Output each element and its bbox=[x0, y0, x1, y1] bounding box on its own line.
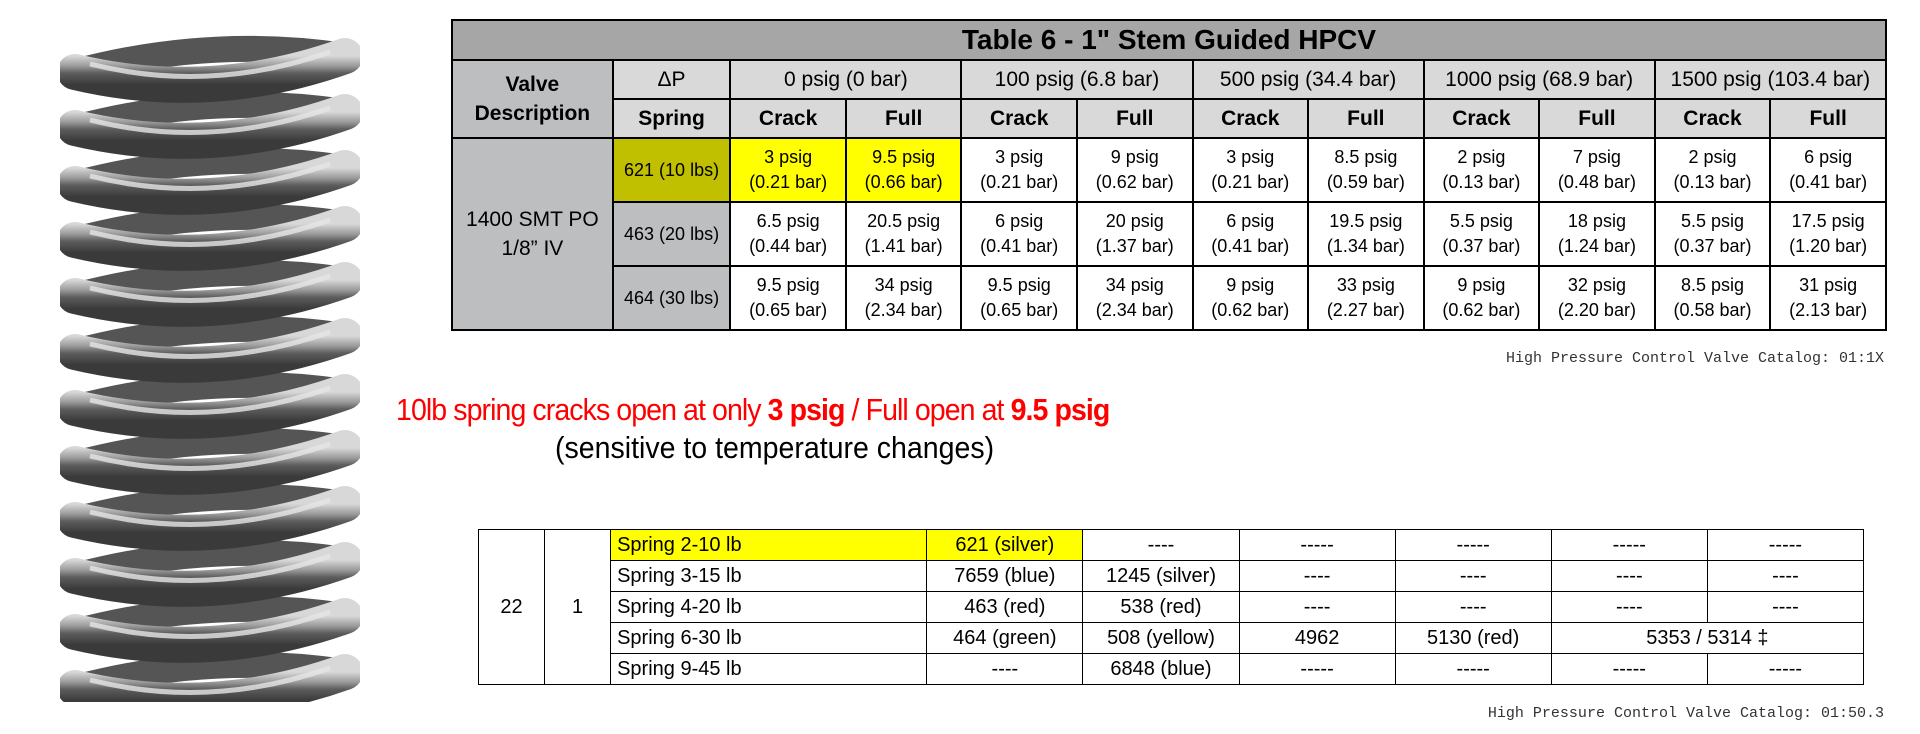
bar-value: (0.21 bar) bbox=[749, 172, 828, 192]
part-number-cell: ---- bbox=[1551, 592, 1707, 623]
pressure-value-cell bbox=[1424, 266, 1540, 330]
spring-name-cell: Spring 4-20 lb bbox=[611, 592, 927, 623]
table-6-hpcv bbox=[451, 19, 1887, 331]
valve-description-cell: 1400 SMT PO 1/8” IV bbox=[452, 138, 613, 330]
bar-value: (0.41 bar) bbox=[980, 236, 1059, 256]
bar-value: (0.59 bar) bbox=[1326, 172, 1405, 192]
spring-name-cell: Spring 9-45 lb bbox=[611, 654, 927, 685]
pressure-value-cell bbox=[1539, 202, 1655, 266]
bar-value: (2.34 bar) bbox=[864, 300, 943, 320]
full-header: Full bbox=[846, 99, 962, 138]
table-row bbox=[479, 654, 1864, 685]
bar-value: (0.66 bar) bbox=[864, 172, 943, 192]
psig-value: 3 psig bbox=[1226, 147, 1275, 167]
part-number-cell: ----- bbox=[1551, 530, 1707, 561]
part-number-cell: 6848 (blue) bbox=[1083, 654, 1239, 685]
psig-value: 34 psig bbox=[874, 275, 933, 295]
psig-value: 20 psig bbox=[1105, 211, 1164, 231]
part-number-cell: ---- bbox=[1707, 561, 1863, 592]
psig-value: 6 psig bbox=[1226, 211, 1275, 231]
table6-caption: High Pressure Control Valve Catalog: 01:1X bbox=[1505, 350, 1884, 367]
pressure-value-cell bbox=[1655, 138, 1771, 202]
bar-value: (1.37 bar) bbox=[1095, 236, 1174, 256]
pressure-value-cell bbox=[730, 266, 846, 330]
pressure-value-cell bbox=[1770, 202, 1886, 266]
psig-value: 20.5 psig bbox=[867, 211, 941, 231]
psig-value: 3 psig bbox=[995, 147, 1044, 167]
full-header: Full bbox=[1077, 99, 1193, 138]
bar-value: (0.44 bar) bbox=[749, 236, 828, 256]
psig-value: 6 psig bbox=[995, 211, 1044, 231]
pressure-value-cell bbox=[1424, 138, 1540, 202]
pressure-value-cell bbox=[1655, 202, 1771, 266]
pressure-header: 0 psig (0 bar) bbox=[730, 60, 961, 99]
part-number-cell: 508 (yellow) bbox=[1083, 623, 1239, 654]
part-number-cell: ---- bbox=[1239, 592, 1395, 623]
bar-value: (2.34 bar) bbox=[1095, 300, 1174, 320]
crack-header: Crack bbox=[1655, 99, 1771, 138]
bar-value: (0.37 bar) bbox=[1442, 236, 1521, 256]
part-number-cell: ---- bbox=[1239, 561, 1395, 592]
spring-note-line2: (sensitive to temperature changes) bbox=[555, 430, 995, 465]
table-row bbox=[479, 623, 1864, 654]
part-number-cell: ----- bbox=[1239, 654, 1395, 685]
bar-value: (0.21 bar) bbox=[980, 172, 1059, 192]
psig-value: 32 psig bbox=[1567, 275, 1626, 295]
psig-value: 7 psig bbox=[1572, 147, 1621, 167]
part-number-cell: 1245 (silver) bbox=[1083, 561, 1239, 592]
bar-value: (2.13 bar) bbox=[1789, 300, 1868, 320]
spring-cell: 463 (20 lbs) bbox=[613, 202, 731, 266]
full-header: Full bbox=[1308, 99, 1424, 138]
bar-value: (0.41 bar) bbox=[1789, 172, 1868, 192]
psig-value: 9.5 psig bbox=[987, 275, 1051, 295]
bar-value: (0.13 bar) bbox=[1673, 172, 1752, 192]
quantity-cell: 1 bbox=[545, 530, 611, 685]
table-row bbox=[479, 561, 1864, 592]
part-number-cell: ----- bbox=[1707, 530, 1863, 561]
spring-note-line1 bbox=[396, 392, 1109, 428]
coil-spring-image bbox=[60, 22, 360, 702]
pressure-value-cell bbox=[1308, 138, 1424, 202]
pressure-header: 1000 psig (68.9 bar) bbox=[1424, 60, 1655, 99]
bar-value: (1.24 bar) bbox=[1557, 236, 1636, 256]
psig-value: 9.5 psig bbox=[756, 275, 820, 295]
bar-value: (0.41 bar) bbox=[1211, 236, 1290, 256]
bar-value: (2.20 bar) bbox=[1557, 300, 1636, 320]
note-full-value: 9.5 psig bbox=[1010, 392, 1110, 427]
part-number-cell: 464 (green) bbox=[927, 623, 1083, 654]
crack-header: Crack bbox=[961, 99, 1077, 138]
bar-value: (0.37 bar) bbox=[1673, 236, 1752, 256]
part-number-cell: 5353 / 5314 ‡ bbox=[1551, 623, 1863, 654]
bar-value: (1.34 bar) bbox=[1326, 236, 1405, 256]
item-number-cell: 22 bbox=[479, 530, 545, 685]
bar-value: (0.13 bar) bbox=[1442, 172, 1521, 192]
spring-parts-table bbox=[478, 529, 1864, 685]
pressure-value-cell bbox=[846, 138, 962, 202]
psig-value: 9.5 psig bbox=[872, 147, 936, 167]
psig-value: 8.5 psig bbox=[1334, 147, 1398, 167]
crack-header: Crack bbox=[1424, 99, 1540, 138]
part-number-cell: ----- bbox=[1395, 654, 1551, 685]
bar-value: (0.62 bar) bbox=[1211, 300, 1290, 320]
table-row bbox=[479, 592, 1864, 623]
pressure-value-cell bbox=[1308, 202, 1424, 266]
pressure-value-cell bbox=[1770, 266, 1886, 330]
pressure-value-cell bbox=[961, 202, 1077, 266]
part-number-cell: 5130 (red) bbox=[1395, 623, 1551, 654]
crack-header: Crack bbox=[1193, 99, 1309, 138]
pressure-header: 500 psig (34.4 bar) bbox=[1193, 60, 1424, 99]
psig-value: 6 psig bbox=[1804, 147, 1853, 167]
bar-value: (0.21 bar) bbox=[1211, 172, 1290, 192]
pressure-value-cell bbox=[730, 202, 846, 266]
part-number-cell: ----- bbox=[1239, 530, 1395, 561]
note-middle: / Full open at bbox=[844, 392, 1011, 427]
pressure-value-cell bbox=[1539, 138, 1655, 202]
pressure-value-cell bbox=[1077, 138, 1193, 202]
part-number-cell: ----- bbox=[1707, 654, 1863, 685]
pressure-value-cell bbox=[1193, 266, 1309, 330]
part-number-cell: ---- bbox=[1707, 592, 1863, 623]
spring-name-cell: Spring 6-30 lb bbox=[611, 623, 927, 654]
crack-header: Crack bbox=[730, 99, 846, 138]
part-number-cell: ---- bbox=[1395, 561, 1551, 592]
pressure-value-cell bbox=[961, 138, 1077, 202]
table-row bbox=[479, 530, 1864, 561]
psig-value: 9 psig bbox=[1457, 275, 1506, 295]
part-number-cell: 7659 (blue) bbox=[927, 561, 1083, 592]
part-number-cell: 463 (red) bbox=[927, 592, 1083, 623]
pressure-value-cell bbox=[1077, 202, 1193, 266]
pressure-value-cell bbox=[1193, 202, 1309, 266]
delta-p-header: ΔP bbox=[613, 60, 731, 99]
bar-value: (0.62 bar) bbox=[1095, 172, 1174, 192]
pressure-value-cell bbox=[1770, 138, 1886, 202]
psig-value: 31 psig bbox=[1799, 275, 1858, 295]
psig-value: 17.5 psig bbox=[1791, 211, 1865, 231]
psig-value: 18 psig bbox=[1567, 211, 1626, 231]
bar-value: (0.62 bar) bbox=[1442, 300, 1521, 320]
part-number-cell: 538 (red) bbox=[1083, 592, 1239, 623]
part-number-cell: ---- bbox=[1551, 561, 1707, 592]
part-number-cell: ----- bbox=[1551, 654, 1707, 685]
pressure-value-cell bbox=[846, 266, 962, 330]
table-title: Table 6 - 1" Stem Guided HPCV bbox=[452, 20, 1886, 60]
psig-value: 34 psig bbox=[1105, 275, 1164, 295]
spring-name-cell: Spring 2-10 lb bbox=[611, 530, 927, 561]
psig-value: 9 psig bbox=[1226, 275, 1275, 295]
bar-value: (0.65 bar) bbox=[749, 300, 828, 320]
note-crack-value: 3 psig bbox=[767, 392, 845, 427]
pressure-value-cell bbox=[1308, 266, 1424, 330]
bar-value: (0.58 bar) bbox=[1673, 300, 1752, 320]
pressure-value-cell bbox=[730, 138, 846, 202]
part-number-cell: 621 (silver) bbox=[927, 530, 1083, 561]
part-number-cell: 4962 bbox=[1239, 623, 1395, 654]
spring-cell: 621 (10 lbs) bbox=[613, 138, 731, 202]
bar-value: (0.65 bar) bbox=[980, 300, 1059, 320]
pressure-header: 1500 psig (103.4 bar) bbox=[1655, 60, 1886, 99]
spring-name-cell: Spring 3-15 lb bbox=[611, 561, 927, 592]
pressure-header: 100 psig (6.8 bar) bbox=[961, 60, 1192, 99]
psig-value: 5.5 psig bbox=[1680, 211, 1744, 231]
spring-cell: 464 (30 lbs) bbox=[613, 266, 731, 330]
pressure-value-cell bbox=[961, 266, 1077, 330]
pressure-value-cell bbox=[846, 202, 962, 266]
spring-header: Spring bbox=[613, 99, 731, 138]
psig-value: 9 psig bbox=[1110, 147, 1159, 167]
pressure-value-cell bbox=[1424, 202, 1540, 266]
psig-value: 2 psig bbox=[1457, 147, 1506, 167]
part-number-cell: ---- bbox=[1083, 530, 1239, 561]
pressure-value-cell bbox=[1655, 266, 1771, 330]
psig-value: 8.5 psig bbox=[1680, 275, 1744, 295]
valve-description-header: Valve Description bbox=[452, 60, 613, 138]
psig-value: 19.5 psig bbox=[1329, 211, 1403, 231]
psig-value: 3 psig bbox=[764, 147, 813, 167]
bar-value: (2.27 bar) bbox=[1326, 300, 1405, 320]
part-number-cell: ----- bbox=[1395, 530, 1551, 561]
bar-value: (0.48 bar) bbox=[1557, 172, 1636, 192]
psig-value: 6.5 psig bbox=[756, 211, 820, 231]
part-number-cell: ---- bbox=[1395, 592, 1551, 623]
psig-value: 2 psig bbox=[1688, 147, 1737, 167]
pressure-value-cell bbox=[1193, 138, 1309, 202]
note-prefix: 10lb spring cracks open at only bbox=[396, 392, 768, 427]
parts-table-caption: High Pressure Control Valve Catalog: 01:50.3 bbox=[1487, 705, 1884, 722]
part-number-cell: ---- bbox=[927, 654, 1083, 685]
full-header: Full bbox=[1539, 99, 1655, 138]
pressure-value-cell bbox=[1077, 266, 1193, 330]
psig-value: 33 psig bbox=[1336, 275, 1395, 295]
pressure-value-cell bbox=[1539, 266, 1655, 330]
bar-value: (1.41 bar) bbox=[864, 236, 943, 256]
full-header: Full bbox=[1770, 99, 1886, 138]
psig-value: 5.5 psig bbox=[1449, 211, 1513, 231]
bar-value: (1.20 bar) bbox=[1789, 236, 1868, 256]
